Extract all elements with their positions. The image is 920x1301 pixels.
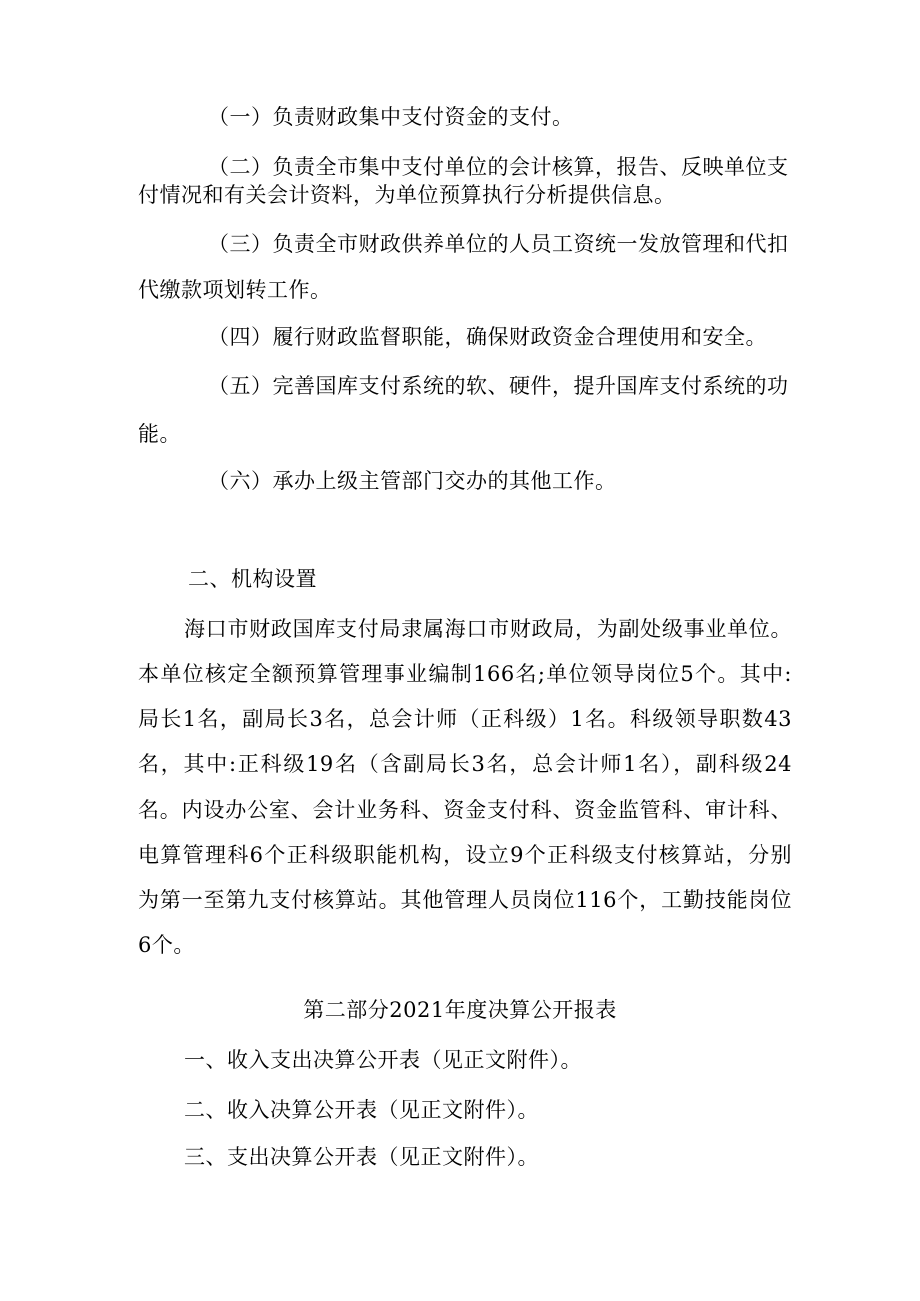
duty-item-3-line-1: （三）负责全市财政供养单位的人员工资统一发放管理和代扣: [208, 232, 789, 256]
part2-item-2: 二、收入决算公开表（见正文附件）。: [184, 1098, 539, 1122]
org-heading: 二、机构设置: [188, 567, 317, 591]
org-line-2: 本单位核定全额预算管理事业编制166名;单位领导岗位5个。其中:: [138, 662, 792, 686]
org-line-8: 6个。: [138, 933, 195, 957]
org-line-5: 名。内设办公室、会计业务科、资金支付科、资金监管科、审计科、: [138, 798, 792, 822]
duty-item-5-line-2: 能。: [138, 422, 181, 446]
org-line-4: 名，其中:正科级19名（含副局长3名，总会计师1名），副科级24: [138, 752, 792, 776]
duty-item-6: （六）承办上级主管部门交办的其他工作。: [208, 469, 617, 493]
duty-item-2-line-1: （二）负责全市集中支付单位的会计核算，报告、反映单位支: [208, 155, 789, 179]
duty-item-1: （一）负责财政集中支付资金的支付。: [208, 105, 574, 129]
part2-item-1: 一、收入支出决算公开表（见正文附件）。: [184, 1048, 582, 1072]
duty-item-3-line-2: 代缴款项划转工作。: [138, 278, 332, 302]
org-line-6: 电算管理科6个正科级职能机构，设立9个正科级支付核算站，分别: [138, 843, 792, 867]
part2-title: 第二部分2021年度决算公开报表: [303, 998, 617, 1022]
part2-item-3: 三、支出决算公开表（见正文附件）。: [184, 1145, 539, 1169]
org-line-3: 局长1名，副局长3名，总会计师（正科级）1名。科级领导职数43: [138, 707, 792, 731]
org-line-7: 为第一至第九支付核算站。其他管理人员岗位116个，工勤技能岗位: [138, 888, 792, 912]
org-line-1: 海口市财政国库支付局隶属海口市财政局，为副处级事业单位。: [184, 617, 792, 641]
duty-item-2-line-2: 付情况和有关会计资料，为单位预算执行分析提供信息。: [138, 183, 676, 207]
duty-item-4: （四）履行财政监督职能，确保财政资金合理使用和安全。: [208, 325, 767, 349]
duty-item-5-line-1: （五）完善国库支付系统的软、硬件，提升国库支付系统的功: [208, 374, 789, 398]
